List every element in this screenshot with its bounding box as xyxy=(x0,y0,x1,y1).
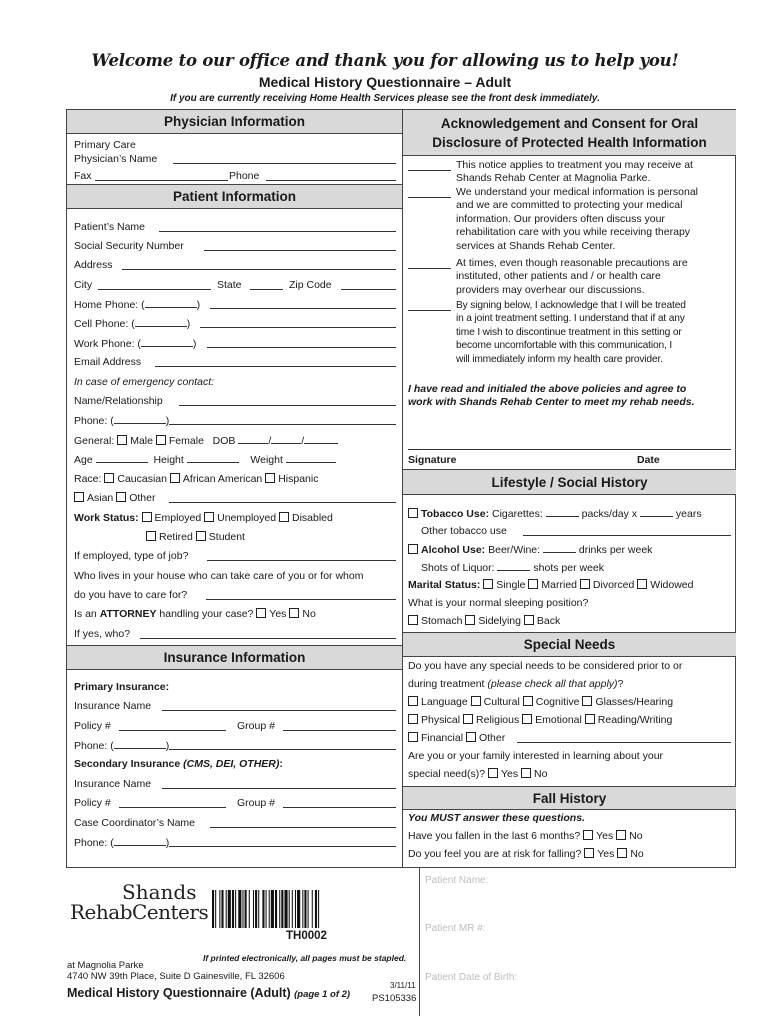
address-label: Address xyxy=(74,259,113,271)
cell-phone-area-code[interactable] xyxy=(135,317,187,327)
other-race-line[interactable] xyxy=(169,502,396,503)
zip-line[interactable] xyxy=(341,289,396,290)
patient-mr-sticker-label: Patient MR #: xyxy=(425,923,486,934)
patient-name-label: Patient’s Name xyxy=(74,221,146,233)
barcode-bar xyxy=(297,890,300,928)
sidelying-checkbox[interactable] xyxy=(465,615,475,625)
other-need-checkbox[interactable] xyxy=(466,732,476,742)
physician-info-heading: Physician Information xyxy=(67,109,402,134)
attorney-no-checkbox[interactable] xyxy=(289,608,299,618)
hispanic-checkbox[interactable] xyxy=(265,473,275,483)
barcode-bar xyxy=(269,890,270,928)
insurance-phone-line[interactable] xyxy=(169,749,396,750)
needs-row-3: Financial Other xyxy=(408,732,505,745)
barcode-bar xyxy=(308,890,309,928)
work-phone-area-code[interactable] xyxy=(141,337,193,347)
address-text: 4740 NW 39th Place, Suite D Gainesville, FL 32606 xyxy=(67,971,285,982)
risk-yes-checkbox[interactable] xyxy=(584,848,594,858)
secondary-policy-label: Policy # xyxy=(74,797,111,809)
zip-label: Zip Code xyxy=(289,279,332,291)
state-line[interactable] xyxy=(250,289,283,290)
tobacco-row: Tobacco Use: Cigarettes: packs/day x years xyxy=(408,507,702,521)
race-row: Race: Caucasian African American Hispanic xyxy=(74,473,319,485)
general-row: General: Male Female DOB / / xyxy=(74,434,338,448)
fax-line[interactable] xyxy=(95,180,228,181)
barcode-bar xyxy=(295,890,296,928)
widowed-checkbox[interactable] xyxy=(637,579,647,589)
cultural-checkbox[interactable] xyxy=(471,696,481,706)
barcode-bar xyxy=(228,890,231,928)
sleep-row: Stomach Sidelying Back xyxy=(408,615,560,628)
city-line[interactable] xyxy=(98,289,211,290)
barcode-bar xyxy=(235,890,236,928)
weight-line[interactable] xyxy=(286,453,336,463)
ack-paragraph-2: We understand your medical information is personal and we are committed to protecting your medical information. Our providers often discuss your rehabilitation care with you while receiving therapy services at Shands Rehab Center. xyxy=(456,186,699,252)
signature-label: Signature xyxy=(408,454,457,466)
barcode-bar xyxy=(302,890,303,928)
footer-form-title: Medical History Questionnaire (Adult) (page 1 of 2) xyxy=(67,986,351,1000)
ack-paragraph-3: At times, even though reasonable precautions are instituted, other patients and / or health care providers may overhear our discussions. xyxy=(456,257,688,296)
location-text: at Magnolia Parke xyxy=(67,960,144,971)
secondary-name-label: Insurance Name xyxy=(74,778,152,790)
label-area-divider xyxy=(419,868,420,1016)
barcode-bar xyxy=(262,890,264,928)
dob-day[interactable] xyxy=(271,434,301,444)
welcome-heading: Welcome to our office and thank you for allowing us to help you! xyxy=(91,51,679,70)
fall-history-heading: Fall History xyxy=(403,786,736,810)
barcode-bar xyxy=(318,890,319,928)
relationship-line[interactable] xyxy=(179,405,396,406)
special-needs-heading: Special Needs xyxy=(403,632,736,657)
physician-phone-line[interactable] xyxy=(266,180,396,181)
unemployed-checkbox[interactable] xyxy=(204,512,214,522)
barcode-bar xyxy=(242,890,243,928)
email-line[interactable] xyxy=(155,366,396,367)
home-health-notice: If you are currently receiving Home Health Services please see the front desk immediately. xyxy=(170,93,600,104)
barcode-bar xyxy=(219,890,220,928)
barcode-bar xyxy=(271,890,274,928)
staple-note: If printed electronically, all pages must be stapled. xyxy=(203,953,407,963)
other-race-checkbox[interactable] xyxy=(116,492,126,502)
date-label: Date xyxy=(637,454,660,466)
learning-row: special need(s)? Yes No xyxy=(408,768,548,780)
policy-label: Policy # xyxy=(74,720,111,732)
fax-label: Fax xyxy=(74,170,92,182)
initial-line-4[interactable] xyxy=(408,310,451,311)
agree-statement: I have read and initialed the above policies and agree to work with Shands Rehab Center to meet my rehab needs. xyxy=(408,383,695,409)
barcode-bar xyxy=(232,890,234,928)
needs-row-2: Physical Religious Emotional Reading/Writing xyxy=(408,714,672,727)
ack-paragraph-1: This notice applies to treatment you may receive at Shands Rehab Center at Magnolia Parke. xyxy=(456,159,693,185)
age-line[interactable] xyxy=(96,453,148,463)
home-phone-line[interactable] xyxy=(210,308,396,309)
left-column xyxy=(67,110,403,867)
secondary-name-line[interactable] xyxy=(162,788,396,789)
state-label: State xyxy=(217,279,242,291)
learning-yes-checkbox[interactable] xyxy=(488,768,498,778)
tobacco-checkbox[interactable] xyxy=(408,508,418,518)
physician-phone-label: Phone xyxy=(229,170,260,182)
race-row-2: Asian Other xyxy=(74,492,155,505)
barcode-bar xyxy=(249,890,250,928)
shands-logo: Shands RehabCenters xyxy=(70,880,209,924)
signature-line[interactable] xyxy=(408,449,731,450)
barcode-bar xyxy=(253,890,254,928)
alcohol-checkbox[interactable] xyxy=(408,544,418,554)
alcohol-row: Alcohol Use: Beer/Wine: drinks per week xyxy=(408,543,652,557)
barcode-bar xyxy=(221,890,223,928)
form-code: PS105336 xyxy=(372,993,417,1004)
barcode-bar xyxy=(275,890,277,928)
body-row: Age Height Weight xyxy=(74,453,336,467)
insurance-name-line[interactable] xyxy=(162,710,396,711)
secondary-group-label: Group # xyxy=(237,797,275,809)
coordinator-area-code[interactable] xyxy=(114,836,166,846)
physician-name-label: Physician’s Name xyxy=(74,153,158,165)
cognitive-checkbox[interactable] xyxy=(523,696,533,706)
stomach-checkbox[interactable] xyxy=(408,615,418,625)
emergency-phone-label: Phone: ( ) xyxy=(74,415,170,427)
work-status-row: Work Status: Employed Unemployed Disabled xyxy=(74,512,333,524)
religious-checkbox[interactable] xyxy=(463,714,473,724)
group-line[interactable] xyxy=(283,730,396,731)
policy-line[interactable] xyxy=(119,730,226,731)
other-tobacco-line[interactable] xyxy=(523,535,731,536)
patient-name-sticker-label: Patient Name: xyxy=(425,875,489,886)
drinks-line[interactable] xyxy=(543,543,576,553)
learning-question: Are you or your family interested in learning about your xyxy=(408,750,664,762)
insurance-area-code[interactable] xyxy=(114,739,166,749)
initial-line-2[interactable] xyxy=(408,197,451,198)
physical-checkbox[interactable] xyxy=(408,714,418,724)
barcode-bar xyxy=(258,890,259,928)
barcode-bar xyxy=(315,890,317,928)
learning-no-checkbox[interactable] xyxy=(521,768,531,778)
if-yes-line[interactable] xyxy=(140,638,396,639)
other-tobacco-label: Other tobacco use xyxy=(421,525,507,537)
other-need-line[interactable] xyxy=(517,742,731,743)
insurance-phone-label: Phone: ( ) xyxy=(74,740,170,752)
dob-month[interactable] xyxy=(238,434,268,444)
divorced-checkbox[interactable] xyxy=(580,579,590,589)
emergency-contact-label: In case of emergency contact: xyxy=(74,376,215,388)
liquor-row: Shots of Liquor: shots per week xyxy=(421,562,605,574)
special-needs-question-2: during treatment (please check all that apply)? xyxy=(408,678,624,690)
work-status-row-2: Retired Student xyxy=(146,531,245,544)
male-checkbox[interactable] xyxy=(117,435,127,445)
fall-question-2: Do you feel you are at risk for falling? Yes No xyxy=(408,848,644,860)
job-type-line[interactable] xyxy=(207,560,396,561)
retired-checkbox[interactable] xyxy=(146,531,156,541)
barcode-bar xyxy=(304,890,306,928)
care-for-label: do you have to care for? xyxy=(74,589,188,601)
initial-line-3[interactable] xyxy=(408,268,451,269)
work-phone-label: Work Phone: ( ) xyxy=(74,338,197,350)
financial-checkbox[interactable] xyxy=(408,732,418,742)
needs-row-1: Language Cultural Cognitive Glasses/Hearing xyxy=(408,696,673,709)
attorney-yes-checkbox[interactable] xyxy=(256,608,266,618)
group-label: Group # xyxy=(237,720,275,732)
barcode xyxy=(212,890,415,928)
patient-info-heading: Patient Information xyxy=(67,184,402,209)
physician-name-line[interactable] xyxy=(173,163,396,164)
job-type-label: If employed, type of job? xyxy=(74,550,189,562)
asian-checkbox[interactable] xyxy=(74,492,84,502)
relationship-label: Name/Relationship xyxy=(74,395,163,407)
coordinator-phone-line[interactable] xyxy=(169,846,396,847)
fall-must-answer: You MUST answer these questions. xyxy=(408,812,585,824)
patient-dob-sticker-label: Patient Date of Birth: xyxy=(425,972,518,983)
work-phone-line[interactable] xyxy=(207,347,396,348)
barcode-bar xyxy=(312,890,313,928)
caucasian-checkbox[interactable] xyxy=(104,473,114,483)
coordinator-phone-label: Phone: ( ) xyxy=(74,837,170,849)
barcode-bar xyxy=(212,890,214,928)
barcode-bar xyxy=(289,890,290,928)
cell-phone-label: Cell Phone: ( ) xyxy=(74,318,191,330)
ssn-label: Social Security Number xyxy=(74,240,184,252)
insurance-info-heading: Insurance Information xyxy=(67,645,402,670)
secondary-policy-line[interactable] xyxy=(119,807,226,808)
secondary-group-line[interactable] xyxy=(283,807,396,808)
barcode-bar xyxy=(284,890,287,928)
married-checkbox[interactable] xyxy=(528,579,538,589)
back-checkbox[interactable] xyxy=(524,615,534,625)
student-checkbox[interactable] xyxy=(196,531,206,541)
insurance-name-label: Insurance Name xyxy=(74,700,152,712)
barcode-bar xyxy=(226,890,227,928)
questionnaire-form xyxy=(66,109,736,868)
primary-care-label: Primary Care xyxy=(74,139,136,151)
female-checkbox[interactable] xyxy=(156,435,166,445)
employed-checkbox[interactable] xyxy=(142,512,152,522)
ack-paragraph-4: By signing below, I acknowledge that I will be treated in a joint treatment setting. I understand that if at any time I wish to discontinue treatment in this setting or become uncomfortable with this communication, I will immediately inform my health care provider. xyxy=(456,300,686,365)
risk-no-checkbox[interactable] xyxy=(617,848,627,858)
emergency-phone-line[interactable] xyxy=(169,424,396,425)
home-phone-area-code[interactable] xyxy=(145,298,197,308)
dob-year[interactable] xyxy=(304,434,338,444)
barcode-bar xyxy=(279,890,280,928)
fallen-no-checkbox[interactable] xyxy=(616,830,626,840)
barcode-bar xyxy=(215,890,216,928)
special-needs-question: Do you have any special needs to be considered prior to or xyxy=(408,660,683,672)
barcode-bar xyxy=(266,890,267,928)
who-lives-label: Who lives in your house who can take care of you or for whom xyxy=(74,570,364,582)
right-column xyxy=(403,110,736,867)
date-code: 3/11/11 xyxy=(390,981,416,990)
lifestyle-heading: Lifestyle / Social History xyxy=(403,469,736,495)
barcode-bar xyxy=(245,890,247,928)
emotional-checkbox[interactable] xyxy=(522,714,532,724)
barcode-bar xyxy=(255,890,257,928)
if-yes-label: If yes, who? xyxy=(74,628,131,640)
city-label: City xyxy=(74,279,93,291)
coordinator-label: Case Coordinator’s Name xyxy=(74,817,196,829)
reading-writing-checkbox[interactable] xyxy=(585,714,595,724)
email-label: Email Address xyxy=(74,356,142,368)
barcode-bar xyxy=(292,890,293,928)
ssn-line[interactable] xyxy=(204,250,396,251)
fallen-yes-checkbox[interactable] xyxy=(583,830,593,840)
language-checkbox[interactable] xyxy=(408,696,418,706)
glasses-hearing-checkbox[interactable] xyxy=(582,696,592,706)
barcode-text: TH0002 xyxy=(286,930,327,942)
packs-line[interactable] xyxy=(546,507,579,517)
barcode-bar xyxy=(238,890,241,928)
shots-line[interactable] xyxy=(497,561,530,571)
secondary-insurance-label: Secondary Insurance (CMS, DEI, OTHER): xyxy=(74,758,283,770)
disabled-checkbox[interactable] xyxy=(279,512,289,522)
single-checkbox[interactable] xyxy=(483,579,493,589)
coordinator-line[interactable] xyxy=(210,827,396,828)
cell-phone-line[interactable] xyxy=(200,327,396,328)
acknowledgement-heading: Acknowledgement and Consent for Oral Disclosure of Protected Health Information xyxy=(403,109,736,156)
attorney-row: Is an ATTORNEY handling your case? Yes No xyxy=(74,608,316,620)
african-american-checkbox[interactable] xyxy=(170,473,180,483)
patient-name-line[interactable] xyxy=(159,231,396,232)
years-line[interactable] xyxy=(640,507,673,517)
marital-row: Marital Status: Single Married Divorced Widowed xyxy=(408,579,694,591)
care-for-line[interactable] xyxy=(206,599,396,600)
page-title: Medical History Questionnaire – Adult xyxy=(258,74,512,90)
sleep-question: What is your normal sleeping position? xyxy=(408,597,589,609)
height-line[interactable] xyxy=(187,453,239,463)
address-line[interactable] xyxy=(122,269,396,270)
home-phone-label: Home Phone: ( ) xyxy=(74,299,201,311)
emergency-area-code[interactable] xyxy=(114,414,166,424)
primary-insurance-label: Primary Insurance: xyxy=(74,681,170,693)
barcode-bar xyxy=(281,890,283,928)
fall-question-1: Have you fallen in the last 6 months? Yes No xyxy=(408,830,643,842)
initial-line-1[interactable] xyxy=(408,170,451,171)
